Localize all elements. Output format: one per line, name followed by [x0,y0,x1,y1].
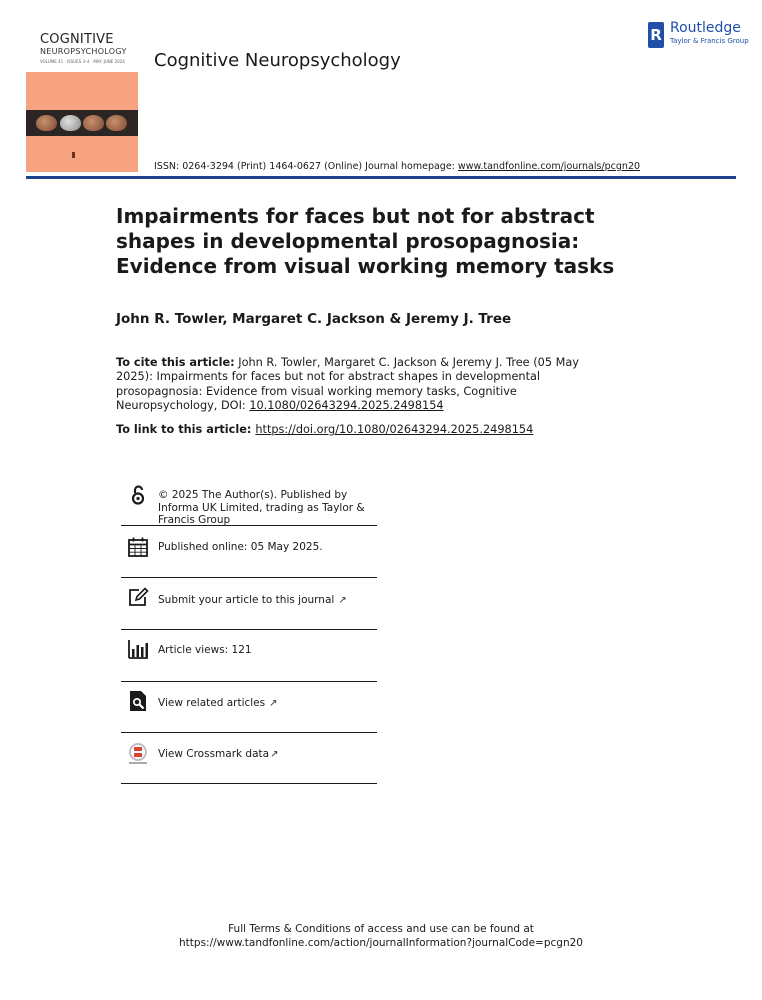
link-label: To link to this article: [116,423,256,436]
external-link-icon: ↗ [338,595,347,606]
search-document-icon [127,690,149,712]
cover-volume: VOLUME 41 · ISSUES 3–4 · MAY–JUNE 2024 [40,59,125,64]
footer-line1: Full Terms & Conditions of access and use can be found at [228,923,534,935]
cite-label: To cite this article: [116,356,235,369]
submit-text: Submit your article to this journal [158,594,335,606]
footer-terms-link[interactable]: https://www.tandfonline.com/action/journalInformation?journalCode=pcgn20 [179,937,583,949]
article-link-line [116,423,533,436]
routledge-mark-icon: R [648,22,664,48]
citation [116,356,616,413]
brain-image [60,115,81,131]
crossmark-text: View Crossmark data [158,748,270,760]
external-link-icon: ↗ [269,698,278,709]
journal-cover [26,24,138,172]
cite-text: John R. Towler, Margaret C. Jackson & Jeremy J. Tree (05 May 2025): Impairments for faces but not for abstract shapes in developmental prosopagnosia: Evidence from visual working memory tasks, Cognitive Neuropsychology, DOI: [116,356,579,412]
views-row [121,630,377,682]
related-link[interactable] [158,697,278,711]
cite-doi-link[interactable]: 10.1080/02643294.2025.2498154 [249,398,444,412]
submit-link[interactable] [158,594,347,608]
bar-chart-icon [127,638,149,660]
footer [0,922,762,950]
publisher-sub: Taylor & Francis Group [670,37,749,45]
journal-name: Cognitive Neuropsychology [154,50,401,71]
cover-title-line1: COGNITIVE [40,32,114,47]
crossmark-icon [127,743,149,765]
license-row [121,480,377,526]
article-title: Impairments for faces but not for abstract shapes in developmental prosopagnosia: Evidence from visual working memory tasks [116,204,615,278]
calendar-icon [127,536,149,558]
submit-row[interactable] [121,578,377,630]
cover-header [26,24,138,72]
external-link-icon: ↗ [270,749,279,760]
brain-image [83,115,104,131]
views-text: Article views: 121 [158,644,252,656]
publisher-name: Routledge [670,20,741,36]
cover-title-line2: NEUROPSYCHOLOGY [40,47,127,56]
crossmark-link[interactable] [158,748,278,762]
issn-line [154,161,640,172]
open-access-icon [127,484,149,506]
crossmark-row[interactable] [121,733,377,784]
related-text: View related articles [158,697,266,709]
article-authors: John R. Towler, Margaret C. Jackson & Jeremy J. Tree [116,311,512,327]
brain-image [36,115,57,131]
issn-text: ISSN: 0264-3294 (Print) 1464-0627 (Online) Journal homepage: [154,161,458,172]
header-rule [26,176,736,179]
edit-icon [127,586,149,608]
related-row[interactable] [121,682,377,733]
routledge-logo [648,20,758,50]
journal-homepage-link[interactable]: www.tandfonline.com/journals/pcgn20 [457,161,641,172]
published-row [121,526,377,578]
cover-publisher-logo [72,152,90,158]
article-doi-link[interactable]: https://doi.org/10.1080/02643294.2025.2498154 [255,423,534,436]
brain-image [106,115,127,131]
published-text: Published online: 05 May 2025. [158,541,323,553]
license-text: © 2025 The Author(s). Published by Informa UK Limited, trading as Taylor & Francis Group [158,489,365,526]
